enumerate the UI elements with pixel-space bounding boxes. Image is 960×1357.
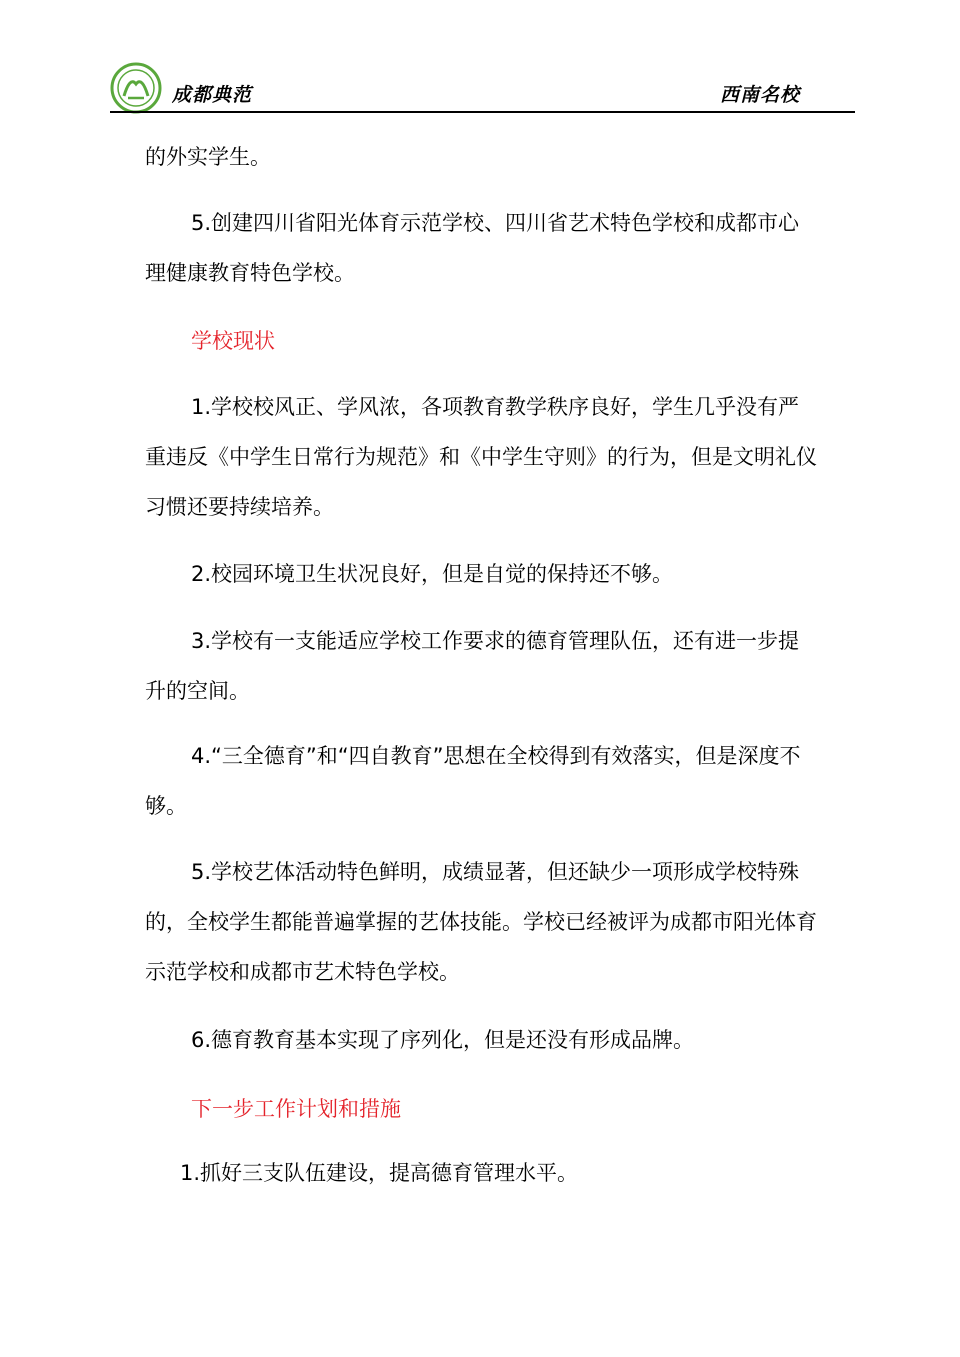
school-logo-icon — [110, 62, 162, 114]
paragraph-status-3: 3.学校有一支能适应学校工作要求的德育管理队伍，还有进一步提升的空间。 — [145, 629, 800, 703]
paragraph-status-2: 2.校园环境卫生状况良好，但是自觉的保持还不够。 — [191, 562, 674, 586]
paragraph-status-5: 5.学校艺体活动特色鲜明，成绩显著，但还缺少一项形成学校特殊的，全校学生都能普遍掌握的艺体技能。学校已经被评为成都市阳光体育示范学校和成都市艺术特色学校。 — [145, 860, 817, 984]
header-divider — [110, 111, 855, 113]
page-header — [110, 62, 855, 112]
section-heading-status: 学校现状 — [191, 329, 275, 353]
paragraph-status-4: 4.“三全德育”和“四自教育”思想在全校得到有效落实，但是深度不够。 — [145, 744, 801, 818]
section-heading-plan: 下一步工作计划和措施 — [191, 1097, 401, 1121]
paragraph-status-6: 6.德育教育基本实现了序列化，但是还没有形成品牌。 — [191, 1028, 695, 1052]
brand-left: 成都典范 — [172, 84, 253, 106]
paragraph-plan-1: 1.抓好三支队伍建设，提高德育管理水平。 — [180, 1161, 579, 1185]
paragraph-continuation: 的外实学生。 — [145, 145, 271, 169]
paragraph-goal-5: 5.创建四川省阳光体育示范学校、四川省艺术特色学校和成都市心理健康教育特色学校。 — [145, 211, 800, 285]
brand-right: 西南名校 — [719, 84, 800, 106]
paragraph-status-1: 1.学校校风正、学风浓，各项教育教学秩序良好，学生几乎没有严重违反《中学生日常行为规范》和《中学生守则》的行为，但是文明礼仪习惯还要持续培养。 — [145, 395, 817, 519]
